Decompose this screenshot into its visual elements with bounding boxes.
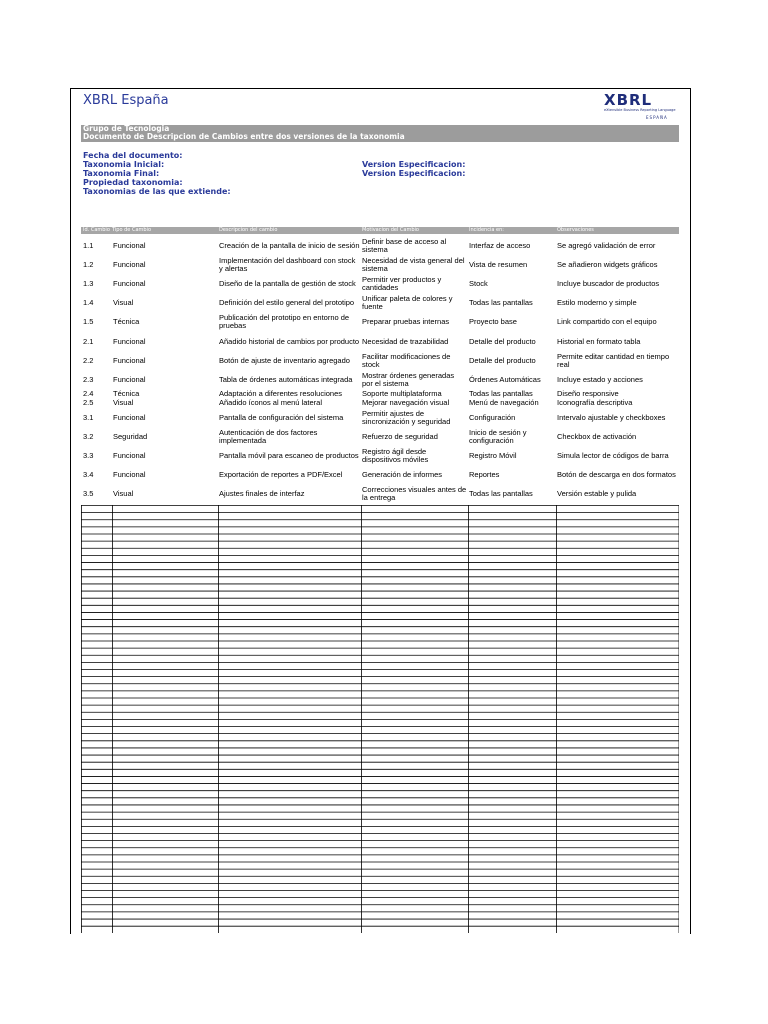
cell-observaciones: Diseño responsive	[557, 388, 619, 398]
cell-incidencia: Vista de resumen	[469, 259, 528, 269]
cell-descripcion: Añadido íconos al menú lateral	[219, 398, 322, 407]
cell-id: 3.3	[83, 450, 94, 460]
cell-tipo: Técnica	[113, 388, 140, 398]
cell-incidencia: Proyecto base	[469, 317, 517, 326]
cell-id: 2.3	[83, 374, 94, 384]
cell-id: 1.5	[83, 317, 94, 326]
cell-descripcion: Botón de ajuste de inventario agregado	[219, 355, 350, 365]
cell-incidencia: Menú de navegación	[469, 398, 539, 407]
cell-observaciones: Versión estable y pulida	[557, 488, 637, 498]
cell-incidencia: Todas las pantallas	[469, 297, 533, 307]
header-incidencia: Incidencia en:	[469, 227, 504, 233]
cell-incidencia: Configuración	[469, 412, 516, 422]
cell-incidencia: Detalle del producto	[469, 336, 536, 346]
cell-observaciones: Se añadieron widgets gráficos	[557, 259, 658, 269]
table-row	[81, 465, 679, 484]
cell-descripcion: Pantalla móvil para escaneo de productos	[219, 450, 359, 460]
cell-incidencia: Todas las pantallas	[469, 388, 533, 398]
cell-id: 3.5	[83, 488, 94, 498]
cell-id: 1.3	[83, 278, 94, 288]
table-row	[81, 236, 679, 255]
cell-tipo: Funcional	[113, 469, 146, 479]
cell-incidencia: Todas las pantallas	[469, 488, 533, 498]
header-motivacion: Motivacion del Cambio	[362, 227, 419, 233]
cell-observaciones: Iconografía descriptiva	[557, 398, 633, 407]
cell-incidencia: Registro Móvil	[469, 450, 517, 460]
cell-incidencia: Órdenes Automáticas	[469, 374, 541, 384]
cell-id: 2.5	[83, 398, 94, 407]
cell-descripcion: Ajustes finales de interfaz	[219, 488, 305, 498]
cell-observaciones: Estilo moderno y simple	[557, 297, 637, 307]
cell-id: 1.4	[83, 297, 94, 307]
cell-observaciones: Botón de descarga en dos formatos	[557, 469, 676, 479]
header-tipo: Tipo de Cambio	[112, 227, 151, 233]
fecha-label: Fecha del documento:	[83, 151, 183, 160]
table-row	[81, 312, 679, 332]
version-label-1: Version Especificacion:	[362, 160, 466, 169]
cell-descripcion: Publicación del prototipo en entorno de pruebas	[219, 313, 350, 330]
cell-incidencia: Interfaz de acceso	[469, 240, 531, 250]
taxonomia-inicial-label: Taxonomia Inicial:	[83, 160, 165, 169]
cell-motivacion: Permitir ver productos y cantidades	[362, 274, 442, 292]
table-row	[81, 484, 679, 503]
cell-tipo: Funcional	[113, 240, 146, 250]
cell-observaciones: Simula lector de códigos de barra	[557, 450, 669, 460]
logo-tagline: eXtensible Business Reporting Language	[604, 108, 676, 112]
cell-motivacion: Refuerzo de seguridad	[362, 431, 438, 441]
cell-incidencia: Reportes	[469, 469, 500, 479]
table-row	[81, 370, 679, 389]
cell-descripcion: Exportación de reportes a PDF/Excel	[219, 469, 343, 479]
brand-title: XBRL España	[83, 93, 169, 108]
xbrl-logo	[604, 93, 680, 121]
table-row	[81, 408, 679, 427]
cell-observaciones: Checkbox de activación	[557, 431, 637, 441]
logo-country: ESPAÑA	[646, 115, 668, 120]
cell-descripcion: Pantalla de configuración del sistema	[219, 412, 344, 422]
table-row	[81, 274, 679, 293]
cell-descripcion: Definición del estilo general del prototipo	[219, 297, 355, 307]
cell-motivacion: Registro ágil desde dispositivos móviles	[362, 446, 429, 464]
cell-tipo: Visual	[113, 297, 134, 307]
cell-tipo: Funcional	[113, 355, 146, 365]
cell-tipo: Funcional	[113, 412, 146, 422]
cell-motivacion: Mostrar órdenes generadas por el sistema	[362, 370, 455, 388]
cell-tipo: Seguridad	[113, 431, 148, 441]
table-row	[81, 389, 679, 398]
table-row	[81, 398, 679, 408]
cell-motivacion: Generación de informes	[362, 469, 443, 479]
cell-motivacion: Preparar pruebas internas	[362, 317, 450, 326]
table-row	[81, 332, 679, 351]
cell-observaciones: Historial en formato tabla	[557, 336, 641, 346]
cell-id: 3.2	[83, 431, 94, 441]
cell-id: 2.2	[83, 355, 94, 365]
taxonomia-final-label: Taxonomia Final:	[83, 169, 160, 178]
cell-incidencia: Detalle del producto	[469, 355, 536, 365]
cell-motivacion: Necesidad de vista general del sistema	[362, 255, 465, 273]
cell-observaciones: Incluye estado y acciones	[557, 374, 643, 384]
cell-id: 2.4	[83, 388, 94, 398]
cell-observaciones: Se agregó validación de error	[557, 240, 656, 250]
table-row	[81, 446, 679, 465]
cell-descripcion: Implementación del dashboard con stock y alertas	[219, 255, 356, 273]
cell-descripcion: Adaptación a diferentes resoluciones	[219, 388, 342, 398]
cell-id: 1.2	[83, 259, 94, 269]
propiedad-label: Propiedad taxonomia:	[83, 178, 183, 187]
cell-tipo: Visual	[113, 398, 134, 407]
cell-motivacion: Correcciones visuales antes de la entrega	[362, 484, 467, 502]
cell-motivacion: Soporte multiplataforma	[362, 388, 442, 398]
logo-mark: XBRL	[604, 91, 653, 109]
header-id: Id. Cambio	[83, 227, 110, 233]
cell-tipo: Funcional	[113, 374, 146, 384]
group-bar: Grupo de Tecnologia	[81, 125, 679, 133]
cell-observaciones: Intervalo ajustable y checkboxes	[557, 412, 666, 422]
cell-incidencia: Stock	[469, 278, 488, 288]
table-row	[81, 255, 679, 274]
extiende-label: Taxonomias de las que extiende:	[83, 187, 231, 196]
cell-motivacion: Unificar paleta de colores y fuente	[362, 293, 453, 311]
cell-descripcion: Autenticación de dos factores implementada	[219, 427, 318, 445]
table-row	[81, 293, 679, 312]
cell-id: 3.4	[83, 469, 94, 479]
table-header	[81, 227, 679, 234]
cell-descripcion: Añadido historial de cambios por producto	[219, 336, 360, 346]
cell-motivacion: Necesidad de trazabilidad	[362, 336, 449, 346]
cell-observaciones: Link compartido con el equipo	[557, 317, 657, 326]
cell-observaciones: Permite editar cantidad en tiempo real	[557, 351, 670, 369]
cell-tipo: Funcional	[113, 336, 146, 346]
cell-descripcion: Tabla de órdenes automáticas integrada	[219, 374, 353, 384]
table-row	[81, 427, 679, 446]
cell-id: 3.1	[83, 412, 94, 422]
cell-tipo: Técnica	[113, 317, 140, 326]
cell-descripcion: Diseño de la pantalla de gestión de stock	[219, 278, 356, 288]
cell-motivacion: Permitir ajustes de sincronización y seguridad	[362, 408, 451, 426]
cell-id: 1.1	[83, 240, 94, 250]
empty-grid	[81, 505, 679, 933]
header-observaciones: Observaciones	[557, 227, 594, 233]
header-descripcion: Descripcion del cambio	[219, 227, 278, 233]
cell-incidencia: Inicio de sesión y configuración	[469, 427, 527, 445]
cell-motivacion: Definir base de acceso al sistema	[362, 236, 447, 254]
cell-tipo: Funcional	[113, 278, 146, 288]
cell-observaciones: Incluye buscador de productos	[557, 278, 660, 288]
document-title-bar: Documento de Descripcion de Cambios entre dos versiones de la taxonomia	[81, 133, 679, 142]
cell-tipo: Funcional	[113, 259, 146, 269]
table-row	[81, 351, 679, 370]
cell-descripcion: Creación de la pantalla de inicio de sesión	[219, 240, 360, 250]
cell-motivacion: Facilitar modificaciones de stock	[362, 351, 451, 369]
cell-id: 2.1	[83, 336, 94, 346]
version-label-2: Version Especificacion:	[362, 169, 466, 178]
cell-motivacion: Mejorar navegación visual	[362, 398, 450, 407]
cell-tipo: Funcional	[113, 450, 146, 460]
cell-tipo: Visual	[113, 488, 134, 498]
